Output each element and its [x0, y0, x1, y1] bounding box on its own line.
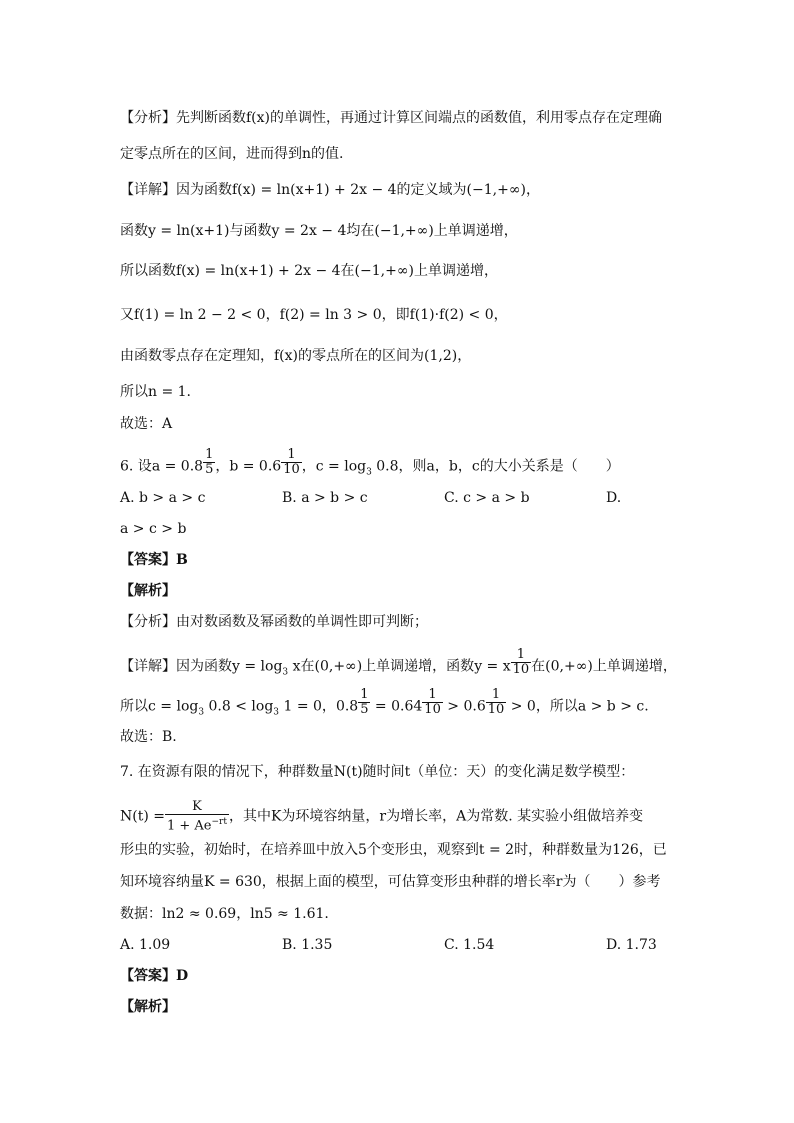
analysis-line-2: 定零点所在的区间，进而得到n的值. [120, 146, 344, 162]
question-7-model: N(t) = $\frac{K}{1 + Ae^{-rt}}$ ，其中K为环境容纳量，r为增长率，A为常数. 某实验小组做培养变 [120, 799, 644, 834]
detail-line-3: 所以函数f(x) = ln(x+1) + 2x − 4在(−1,+∞)上单调递增， [120, 263, 498, 279]
question-6: 6. 设a = 0.8 $^{\frac{1}{5}}$ ，b = 0.6 $^{\frac{1}{10}}$ ，$c = \log_3 0.8$，则a，b，c的大小关系是（ ） [120, 447, 620, 478]
q7-answer: 【答案】D [120, 968, 189, 984]
detail-line-1: 【详解】因为函数f(x) = ln(x+1) + 2x − 4的定义域为(−1,+∞)， [120, 182, 540, 198]
q6-option-b: B. a > b > c [282, 490, 368, 506]
q6-b: b = 0.6 [229, 458, 282, 475]
choose-line: 故选：A [120, 416, 173, 432]
model-fraction: $\frac{K}{1 + Ae^{-rt}}$ [166, 799, 227, 834]
q6-choose: 故选：B. [120, 729, 177, 745]
question-7-line-3: 形虫的实验，初始时，在培养皿中放入5个变形虫，观察到t = 2时，种群数量为126，已 [120, 842, 667, 858]
q7-option-b: B. 1.35 [282, 937, 333, 953]
q6-detail-2: 所以$c = \log_3 0.8 < \log_3 1 = 0$，0.8 $^{\frac{1}{5}}$ = 0.64 $^{\frac{1}{10}}$ > 0.6 $^{\frac{1}{10}}$ > 0，所以a > b > c. [120, 687, 649, 718]
q6-detail-1: 【详解】因为函数$y = \log_3 x$在(0,+∞)上单调递增，函数y = x $^{\frac{1}{10}}$ 在(0,+∞)上单调递增， [120, 647, 677, 678]
detail-line-4: 又f(1) = ln 2 − 2 < 0，f(2) = ln 3 > 0，即f(1)·f(2) < 0， [120, 307, 508, 323]
question-7-line-5: 数据：ln2 ≈ 0.69，ln5 ≈ 1.61. [120, 906, 329, 922]
detail-line-6: 所以n = 1. [120, 384, 192, 400]
q6-a: a = 0.8 [151, 458, 204, 475]
q6-b-exp: 1 10 [283, 447, 300, 477]
q6-c: c = log [315, 458, 367, 475]
q7-option-c: C. 1.54 [444, 937, 495, 953]
question-7-line-1: 7. 在资源有限的情况下，种群数量N(t)随时间t（单位：天）的变化满足数学模型： [120, 764, 635, 780]
q6-analysis: 【分析】由对数函数及幂函数的单调性即可判断； [120, 614, 428, 630]
q7-option-d: D. 1.73 [606, 937, 657, 953]
q7-option-a: A. 1.09 [120, 937, 171, 953]
q6-option-d: D. [606, 490, 622, 506]
q6-a-exp: 1 5 [205, 447, 214, 477]
analysis-line: 【分析】先判断函数f(x)的单调性，再通过计算区间端点的函数值，利用零点存在定理确 [120, 110, 662, 126]
detail-line-2: 函数y = ln(x+1)与函数y = 2x − 4均在(−1,+∞)上单调递增， [120, 223, 518, 239]
q7-jiexi: 【解析】 [120, 999, 176, 1015]
q6-option-c: C. c > a > b [444, 490, 530, 506]
q6-answer: 【答案】B [120, 552, 188, 568]
q6-option-a: A. b > a > c [120, 490, 206, 506]
question-7-line-4: 知环境容纳量K = 630，根据上面的模型，可估算变形虫种群的增长率r为（ ）参考 [120, 874, 661, 890]
q6-option-d-text: a > c > b [120, 521, 187, 537]
q6-suffix: ，则a，b，c的大小关系是（ ） [398, 458, 620, 475]
q6-prefix: 6. 设 [120, 458, 152, 475]
q6-jiexi: 【解析】 [120, 583, 176, 599]
detail-line-5: 由函数零点存在定理知，f(x)的零点所在的区间为(1,2)， [120, 348, 472, 364]
